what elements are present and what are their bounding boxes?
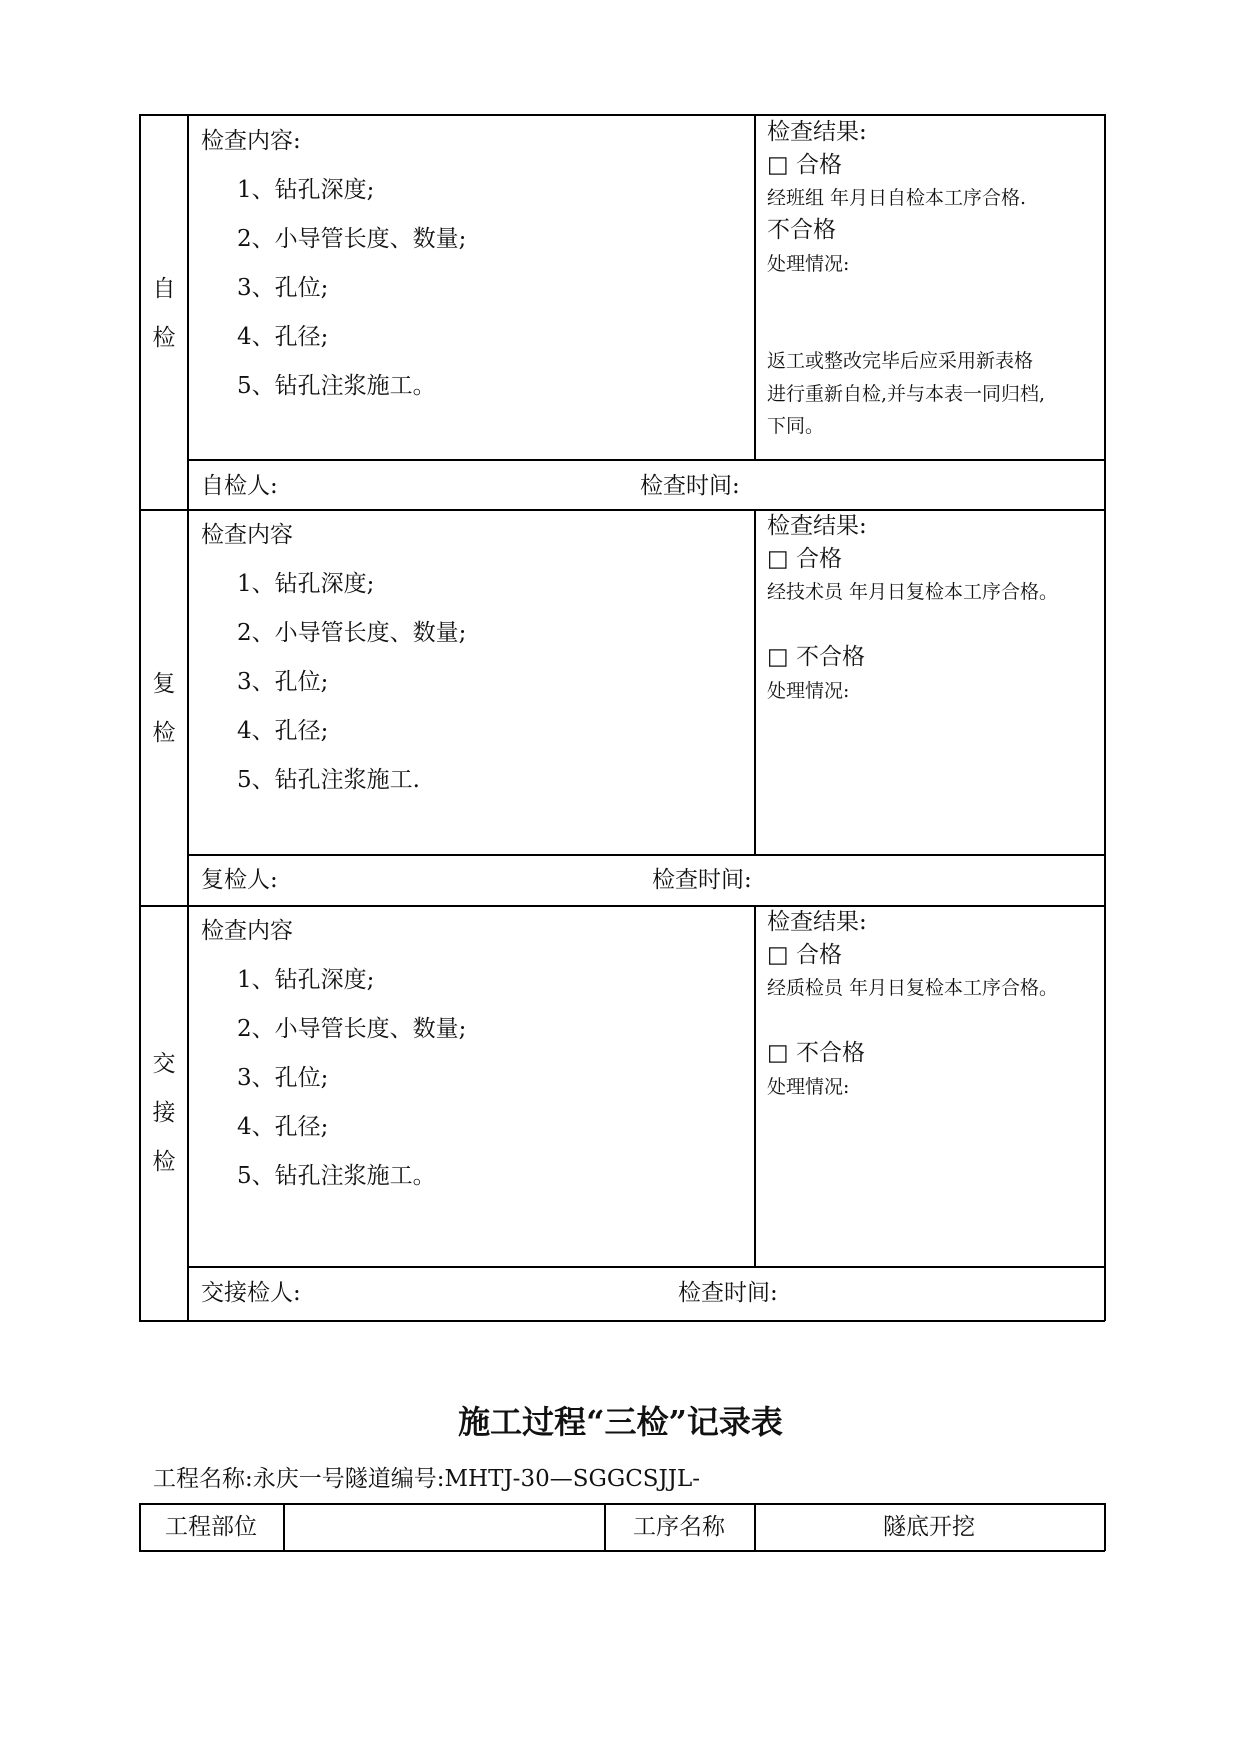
handling-label: 处理情况:	[767, 680, 850, 702]
check-item: 3、孔位;	[237, 275, 329, 301]
table-border-right	[1104, 1503, 1106, 1551]
content-header: 检查内容	[201, 522, 293, 548]
fail-checkbox-label[interactable]: □ 不合格	[767, 644, 866, 670]
fail-checkbox-label[interactable]: □ 不合格	[767, 1040, 866, 1066]
check-item: 2、小导管长度、数量;	[237, 226, 467, 252]
check-item: 4、孔径;	[237, 324, 329, 350]
table-border-bottom	[139, 1320, 1105, 1322]
result-header: 检查结果:	[767, 909, 867, 935]
handling-label: 处理情况:	[767, 253, 850, 275]
check-item: 2、小导管长度、数量;	[237, 620, 467, 646]
content-result-divider	[754, 905, 756, 1267]
row-divider	[188, 1266, 1105, 1268]
pass-note: 经班组 年月日自检本工序合格.	[767, 187, 1027, 209]
side-label	[140, 660, 188, 758]
side-label	[140, 1040, 188, 1187]
table-border-top	[139, 114, 1105, 116]
fail-label: 不合格	[767, 217, 836, 243]
handling-label: 处理情况:	[767, 1076, 850, 1098]
inspector-label: 复检人:	[201, 867, 278, 893]
section-divider	[139, 509, 1105, 511]
check-time-label: 检查时间:	[640, 473, 740, 499]
side-char: 复	[152, 671, 176, 697]
inspector-label: 自检人:	[201, 473, 278, 499]
form-title: 施工过程“三检”记录表	[458, 1403, 783, 1441]
pass-checkbox-label[interactable]: □ 合格	[767, 546, 843, 572]
table-border-right	[1104, 114, 1106, 1321]
side-char: 检	[152, 325, 176, 351]
content-result-divider	[754, 114, 756, 460]
side-char: 接	[152, 1100, 176, 1126]
rework-note: 返工或整改完毕后应采用新表格	[767, 350, 1034, 372]
check-item: 5、钻孔注浆施工。	[237, 1163, 436, 1189]
side-char: 检	[152, 720, 176, 746]
check-item: 3、孔位;	[237, 1065, 329, 1091]
side-label	[140, 265, 188, 363]
content-header: 检查内容	[201, 918, 293, 944]
inspector-label: 交接检人:	[201, 1280, 301, 1306]
project-part-label: 工程部位	[165, 1514, 257, 1540]
row-divider	[188, 854, 1105, 856]
check-item: 1、钻孔深度;	[237, 967, 375, 993]
pass-note: 经技术员 年月日复检本工序合格。	[767, 581, 1059, 603]
result-header: 检查结果:	[767, 513, 867, 539]
check-item: 5、钻孔注浆施工.	[237, 767, 420, 793]
row-divider	[188, 459, 1105, 461]
check-item: 1、钻孔深度;	[237, 571, 375, 597]
rework-note: 下同。	[767, 415, 825, 437]
side-char: 自	[152, 276, 176, 302]
check-time-label: 检查时间:	[678, 1280, 778, 1306]
process-name-label: 工序名称	[633, 1514, 725, 1540]
check-item: 5、钻孔注浆施工。	[237, 373, 436, 399]
rework-note: 进行重新自检,并与本表一同归档,	[767, 383, 1046, 405]
check-time-label: 检查时间:	[652, 867, 752, 893]
check-item: 1、钻孔深度;	[237, 177, 375, 203]
side-char: 检	[152, 1149, 176, 1175]
content-result-divider	[754, 509, 756, 855]
process-name-value: 隧底开挖	[883, 1514, 975, 1540]
section-divider	[139, 905, 1105, 907]
pass-note: 经质检员 年月日复检本工序合格。	[767, 977, 1059, 999]
check-item: 2、小导管长度、数量;	[237, 1016, 467, 1042]
check-item: 3、孔位;	[237, 669, 329, 695]
result-header: 检查结果:	[767, 119, 867, 145]
pass-checkbox-label[interactable]: □ 合格	[767, 942, 843, 968]
cell-divider	[283, 1503, 285, 1551]
side-char: 交	[152, 1051, 176, 1077]
check-item: 4、孔径;	[237, 718, 329, 744]
check-item: 4、孔径;	[237, 1114, 329, 1140]
pass-checkbox-label[interactable]: □ 合格	[767, 152, 843, 178]
project-info-line: 工程名称:永庆一号隧道编号:MHTJ-30—SGGCSJJL-	[153, 1466, 701, 1492]
content-header: 检查内容:	[201, 128, 301, 154]
